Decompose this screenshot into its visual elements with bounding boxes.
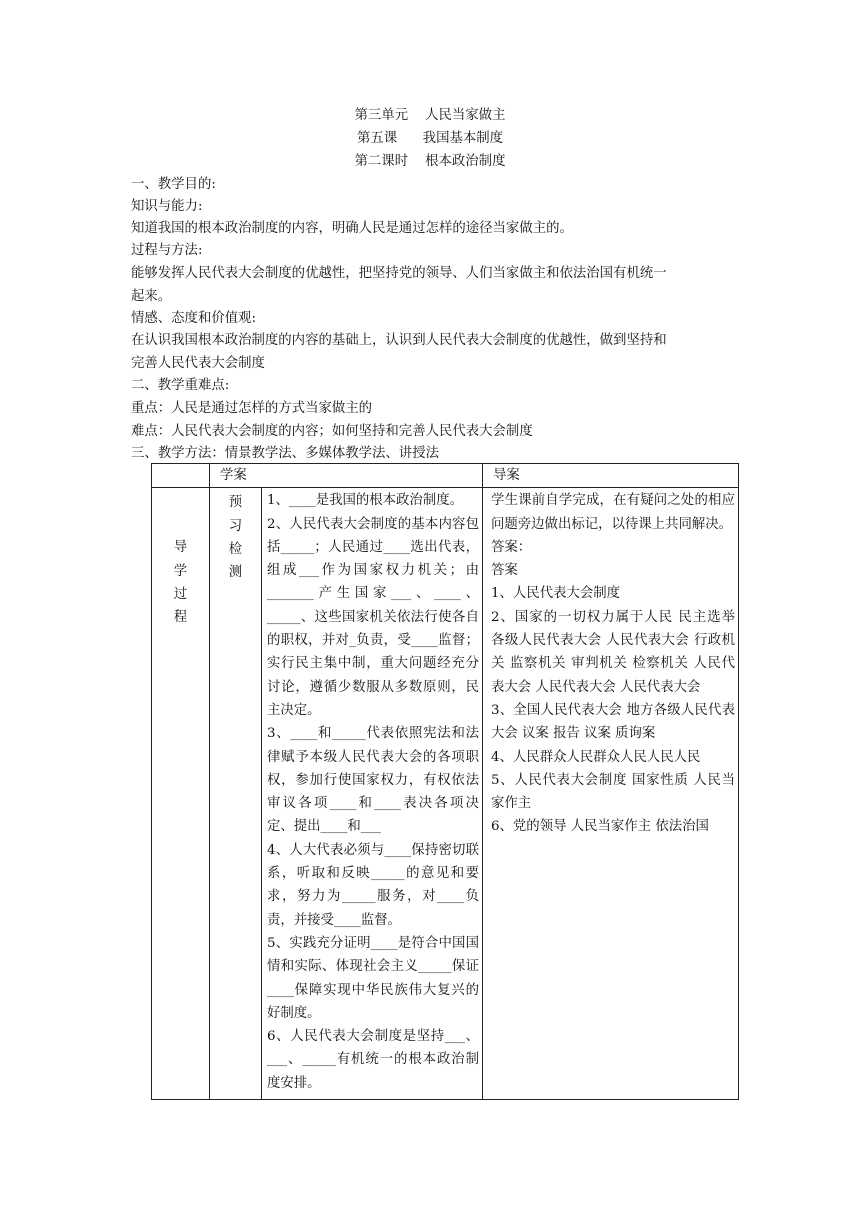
section-heading-methods: 三、教学方法：情景教学法、多媒体教学法、讲授法	[131, 446, 439, 461]
lesson-title: 第五课 我国基本制度	[356, 131, 504, 146]
process-text-line-2: 起来。	[131, 289, 172, 304]
xuean-item-3: 3、____和_____代表依照宪法和法律赋予本级人民代表大会的各项职权，参加行使国家权力，有权依法审议各项____和____表决各项决定、提出____和___	[267, 726, 479, 835]
attitude-text-line-2: 完善人民代表大会制度	[131, 356, 265, 371]
header-daoan-cell	[483, 464, 739, 488]
header-xuean-cell	[210, 464, 483, 488]
period-title: 第二课时 根本政治制度	[354, 154, 506, 169]
subheading-knowledge: 知识与能力:	[131, 199, 203, 214]
process-text-line-1: 能够发挥人民代表大会制度的优越性，把坚持党的领导、人们当家做主和依法治国有机统一	[131, 266, 667, 281]
daoan-answer-1: 1、人民代表大会制度	[491, 586, 621, 602]
difficulty-text: 难点：人民代表大会制度的内容；如何坚持和完善人民代表大会制度	[131, 424, 533, 439]
xuean-item-5: 5、实践充分证明____是符合中国国情和实际、体现社会主义_____保证____保障实现中华民族伟大复兴的好制度。	[267, 935, 479, 1021]
daoan-content-cell	[483, 488, 739, 1100]
table-row	[152, 488, 739, 1100]
subheading-attitude: 情感、态度和价值观:	[131, 311, 257, 326]
xuean-item-6: 6、人民代表大会制度是坚持___、___、_____有机统一的根本政治制度安排。	[267, 1029, 479, 1091]
header-empty-cell	[152, 464, 210, 488]
section-heading-objectives: 一、教学目的:	[131, 177, 216, 192]
daoan-answer-label: 答案：	[491, 539, 532, 555]
process-label-cell	[152, 488, 210, 1100]
xuean-item-1: 1、____是我国的根本政治制度。	[267, 493, 463, 509]
unit-title: 第三单元 人民当家做主	[354, 108, 506, 123]
daoan-answer-4: 4、人民群众人民群众人民人民人民	[491, 749, 701, 765]
table-header-row	[152, 464, 739, 488]
attitude-text-line-1: 在认识我国根本政治制度的内容的基础上，认识到人民代表大会制度的优越性，做到坚持和	[131, 333, 667, 348]
daoan-answer-6: 6、党的领导 人民当家作主 依法治国	[491, 819, 709, 835]
xuean-content-cell	[262, 488, 483, 1100]
knowledge-text: 知道我国的根本政治制度的内容，明确人民是通过怎样的途径当家做主的。	[131, 221, 573, 236]
daoan-instruction: 学生课前自学完成，在有疑问之处的相应问题旁边做出标记，以待课上共同解决。	[491, 493, 735, 532]
daoan-answer-5: 5、人民代表大会制度 国家性质 人民当家作主	[491, 772, 735, 812]
xuean-item-2: 2、人民代表大会制度的基本内容包括_____；人民通过____选出代表，组成___作为国家权力机关；由_______产生国家___、____、_____、这些国家机关依法行使各自的职权，并对_负责，受____监督；实行民主集中制，重大问题经充分讨论，遵循少数服从多数原则，民主决定。	[267, 516, 479, 718]
process-label: 导学过程	[173, 540, 188, 626]
section-label-cell	[210, 488, 262, 1100]
xuean-item-4: 4、人大代表必须与____保持密切联系，听取和反映_____的意见和要求，努力为_____服务，对____负责，并接受____监督。	[267, 842, 479, 928]
subheading-process: 过程与方法:	[131, 243, 203, 258]
section-heading-keypoints: 二、教学重难点:	[131, 378, 230, 393]
daoan-answer-2: 2、国家的一切权力属于人民 民主选举 各级人民代表大会 人民代表大会 行政机关 监察机关 审判机关 检察机关 人民代表大会 人民代表大会 人民代表大会	[491, 609, 735, 695]
header-daoan: 导案	[493, 468, 520, 483]
keypoint-text: 重点：人民是通过怎样的方式当家做主的	[131, 401, 373, 416]
section-label: 预习检测	[228, 495, 243, 581]
daoan-answer-3: 3、全国人民代表大会 地方各级人民代表大会 议案 报告 议案 质询案	[491, 702, 735, 742]
daoan-answer-heading: 答案	[491, 563, 518, 579]
lesson-table	[151, 463, 739, 1100]
header-xuean: 学案	[220, 468, 247, 483]
